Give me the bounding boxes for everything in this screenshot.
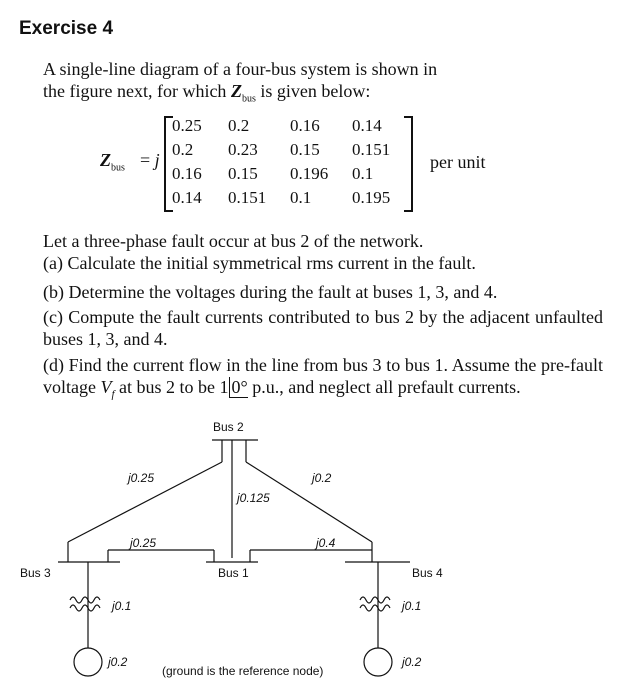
intro-line-1: A single-line diagram of a four-bus system is shown in xyxy=(43,59,438,79)
angle-symbol: 0° xyxy=(229,377,248,398)
question-d-pre: (d) Find the current flow in the line from bus 3 to bus 1. Assume the pre-fault voltage xyxy=(43,355,603,397)
matrix-cell: 0.16 xyxy=(172,164,202,183)
matrix-cell: 0.16 xyxy=(290,116,320,135)
matrix-row xyxy=(172,162,407,186)
matrix-cell: 0.195 xyxy=(352,188,391,207)
question-d xyxy=(43,354,603,406)
gen-4-reactance-label: j0.1 xyxy=(402,599,422,613)
gen-4-source-icon xyxy=(364,648,392,676)
gen-3-reactance-label: j0.2 xyxy=(108,655,128,669)
ground-reference-note: (ground is the reference node) xyxy=(162,664,324,678)
matrix-row xyxy=(172,138,407,162)
matrix-cell: 0.151 xyxy=(228,188,267,207)
gen-4-reactance-label: j0.2 xyxy=(402,655,422,669)
matrix-right-bracket xyxy=(404,116,413,212)
bus-label: Bus 3 xyxy=(20,566,51,580)
bus-label: Bus 2 xyxy=(213,420,244,434)
matrix-cell: 0.23 xyxy=(228,140,258,159)
matrix-cell: 0.1 xyxy=(290,188,312,207)
question-c: (c) Compute the fault currents contributed to bus 2 by the adjacent unfaulted buses 1, 3, and 4. xyxy=(43,307,603,349)
question-b: (b) Determine the voltages during the fault at buses 1, 3, and 4. xyxy=(43,282,498,302)
bus-label: Bus 1 xyxy=(218,566,249,580)
gen-3-transformer-coil-bottom xyxy=(70,605,100,611)
intro-line-2-pre: the figure next, for which xyxy=(43,81,227,101)
matrix-equals-j xyxy=(140,150,160,171)
single-line-diagram xyxy=(0,410,642,685)
zbus-subscript: bus xyxy=(241,93,256,105)
per-unit-label: per unit xyxy=(430,152,486,172)
matrix-cell: 0.15 xyxy=(228,164,258,183)
gen-3-reactance-label: j0.1 xyxy=(112,599,132,613)
matrix-row xyxy=(172,186,407,210)
page-title: Exercise 4 xyxy=(19,18,114,39)
vf-subscript: f xyxy=(111,388,115,401)
matrix-table xyxy=(172,114,407,210)
imaginary-j: j xyxy=(154,150,160,170)
gen-4-transformer-coil-top xyxy=(360,597,390,603)
impedance-label: j0.2 xyxy=(312,471,332,485)
matrix-lhs-subscript: bus xyxy=(111,162,125,174)
vf-symbol: V xyxy=(100,377,112,397)
matrix-row xyxy=(172,114,407,138)
impedance-label: j0.25 xyxy=(130,536,157,550)
matrix-cell: 0.196 xyxy=(290,164,329,183)
matrix-lhs xyxy=(100,150,125,174)
impedance-label: j0.25 xyxy=(128,471,155,485)
intro-line-2-post: is given below: xyxy=(260,81,371,101)
bus-label: Bus 4 xyxy=(412,566,443,580)
intro-paragraph xyxy=(43,58,503,111)
matrix-cell: 0.2 xyxy=(172,140,194,159)
fault-statement: Let a three-phase fault occur at bus 2 of the network. xyxy=(43,231,424,251)
matrix-cell: 0.151 xyxy=(352,140,391,159)
zbus-matrix-equation xyxy=(100,112,520,212)
gen-3-source-icon xyxy=(74,648,102,676)
impedance-label: j0.4 xyxy=(316,536,336,550)
matrix-cell: 0.14 xyxy=(172,188,202,207)
matrix-cell: 0.1 xyxy=(352,164,374,183)
gen-4-transformer-coil-bottom xyxy=(360,605,390,611)
intro-line-2 xyxy=(43,80,503,111)
matrix-cell: 0.15 xyxy=(290,140,320,159)
question-d-post: p.u., and neglect all prefault currents. xyxy=(252,377,521,397)
matrix-cell: 0.14 xyxy=(352,116,382,135)
matrix-cell: 0.25 xyxy=(172,116,202,135)
zbus-symbol: Z xyxy=(230,81,242,101)
gen-3-transformer-coil-top xyxy=(70,597,100,603)
question-d-mid: at bus 2 to be 1 xyxy=(119,377,229,397)
equals-sign: = xyxy=(140,150,151,170)
matrix-cell: 0.2 xyxy=(228,116,250,135)
question-a: (a) Calculate the initial symmetrical rms current in the fault. xyxy=(43,253,476,273)
impedance-label: j0.125 xyxy=(237,491,270,505)
matrix-lhs-symbol: Z xyxy=(100,150,111,170)
